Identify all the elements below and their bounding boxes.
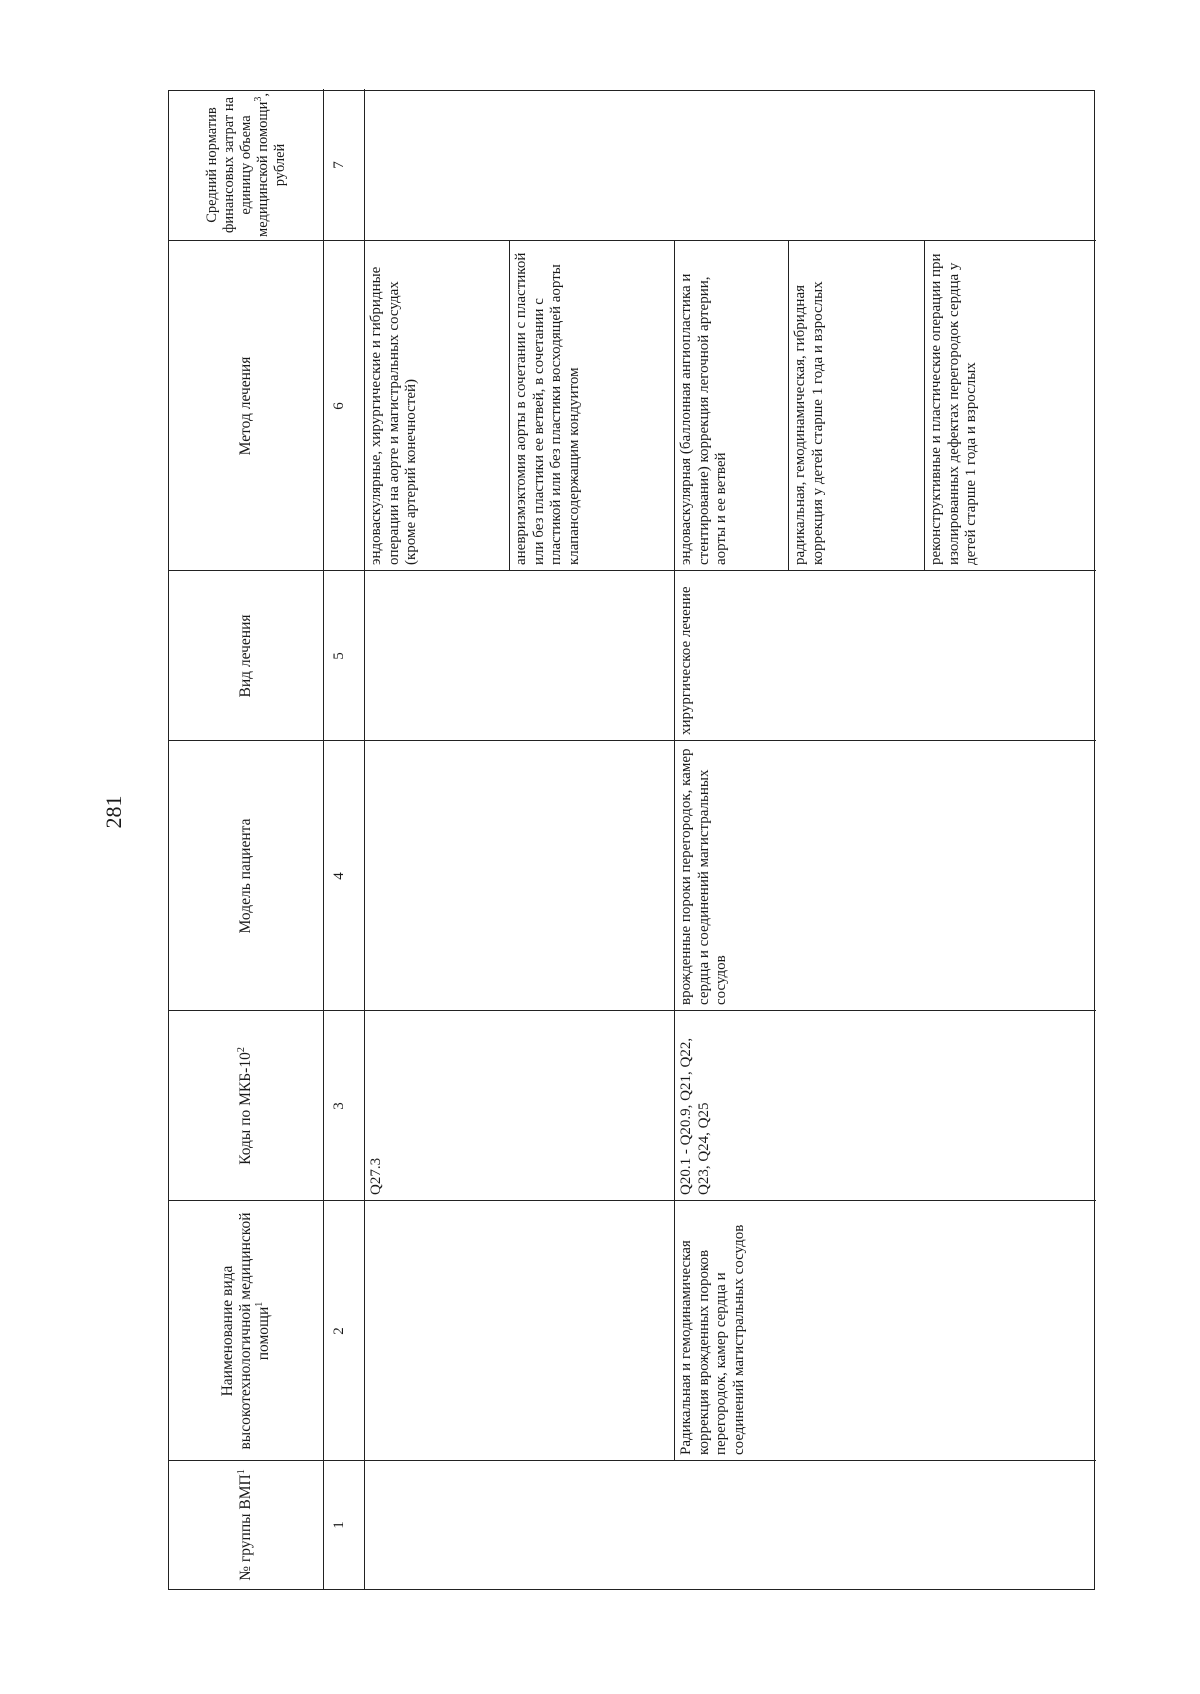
header-group-number: № группы ВМП$^1$	[235, 1469, 254, 1581]
rotated-table	[168, 90, 1095, 1590]
column-number: 1	[331, 1521, 347, 1529]
header-treatment-type: Вид лечения	[237, 614, 254, 698]
row1-method-1: эндоваскулярные, хирургические и гибридные операции на аорте и магистральных сосудах (кроме артерий конечностей)	[368, 266, 419, 565]
row2-vmp-name: Радикальная и гемодинамическая коррекция врожденных пороков перегородок, камер сердца и соединений магистральных сосудов	[678, 1224, 747, 1455]
treatment-table	[168, 90, 1095, 1590]
header-treatment-method: Метод лечения	[237, 356, 254, 456]
row2-treatment-type: хирургическое лечение	[678, 586, 694, 735]
row2-method-2: радикальная, гемодинамическая, гибридная коррекция у детей старше 1 года и взрослых	[792, 281, 826, 565]
column-number: 7	[331, 161, 347, 169]
header-patient-model: Модель пациента	[237, 818, 254, 934]
row1-method-2: аневризмэктомия аорты в сочетании с пластикой или без пластики ее ветвей, в сочетании с пластикой или без пластики восходящей аорты клапансодержащим кондуитом	[513, 252, 582, 565]
column-number: 4	[331, 872, 347, 880]
page-number: 281	[101, 795, 126, 829]
header-icd-codes: Коды по МКБ-$10^2$	[235, 1047, 254, 1165]
column-number: 6	[331, 402, 347, 410]
header-vmp-name: Наименование вида высокотехнологичной медицинской помощи$^1$	[219, 1212, 272, 1450]
row2-method-3: реконструктивные и пластические операции при изолированных дефектах перегородок сердца у детей старше 1 года и взрослых	[928, 253, 979, 565]
column-number: 3	[331, 1102, 347, 1110]
row2-method-1: эндоваскулярная (баллонная ангиопластика и стентирование) коррекция легочной артерии, аорты и ее ветвей	[678, 273, 729, 565]
row1-icd-codes: Q27.3	[368, 1157, 384, 1195]
row2-patient-model: врожденные пороки перегородок, камер сердца и соединений магистральных сосудов	[678, 748, 729, 1005]
row2-icd-codes: Q20.1 - Q20.9, Q21, Q22, Q23, Q24, Q25	[678, 1037, 712, 1195]
column-number: 2	[331, 1327, 347, 1335]
column-number: 5	[331, 652, 347, 660]
header-average-cost: Средний норматив финансовых затрат на единицу объема медицинской помощи$^3$, рублей	[203, 93, 288, 237]
